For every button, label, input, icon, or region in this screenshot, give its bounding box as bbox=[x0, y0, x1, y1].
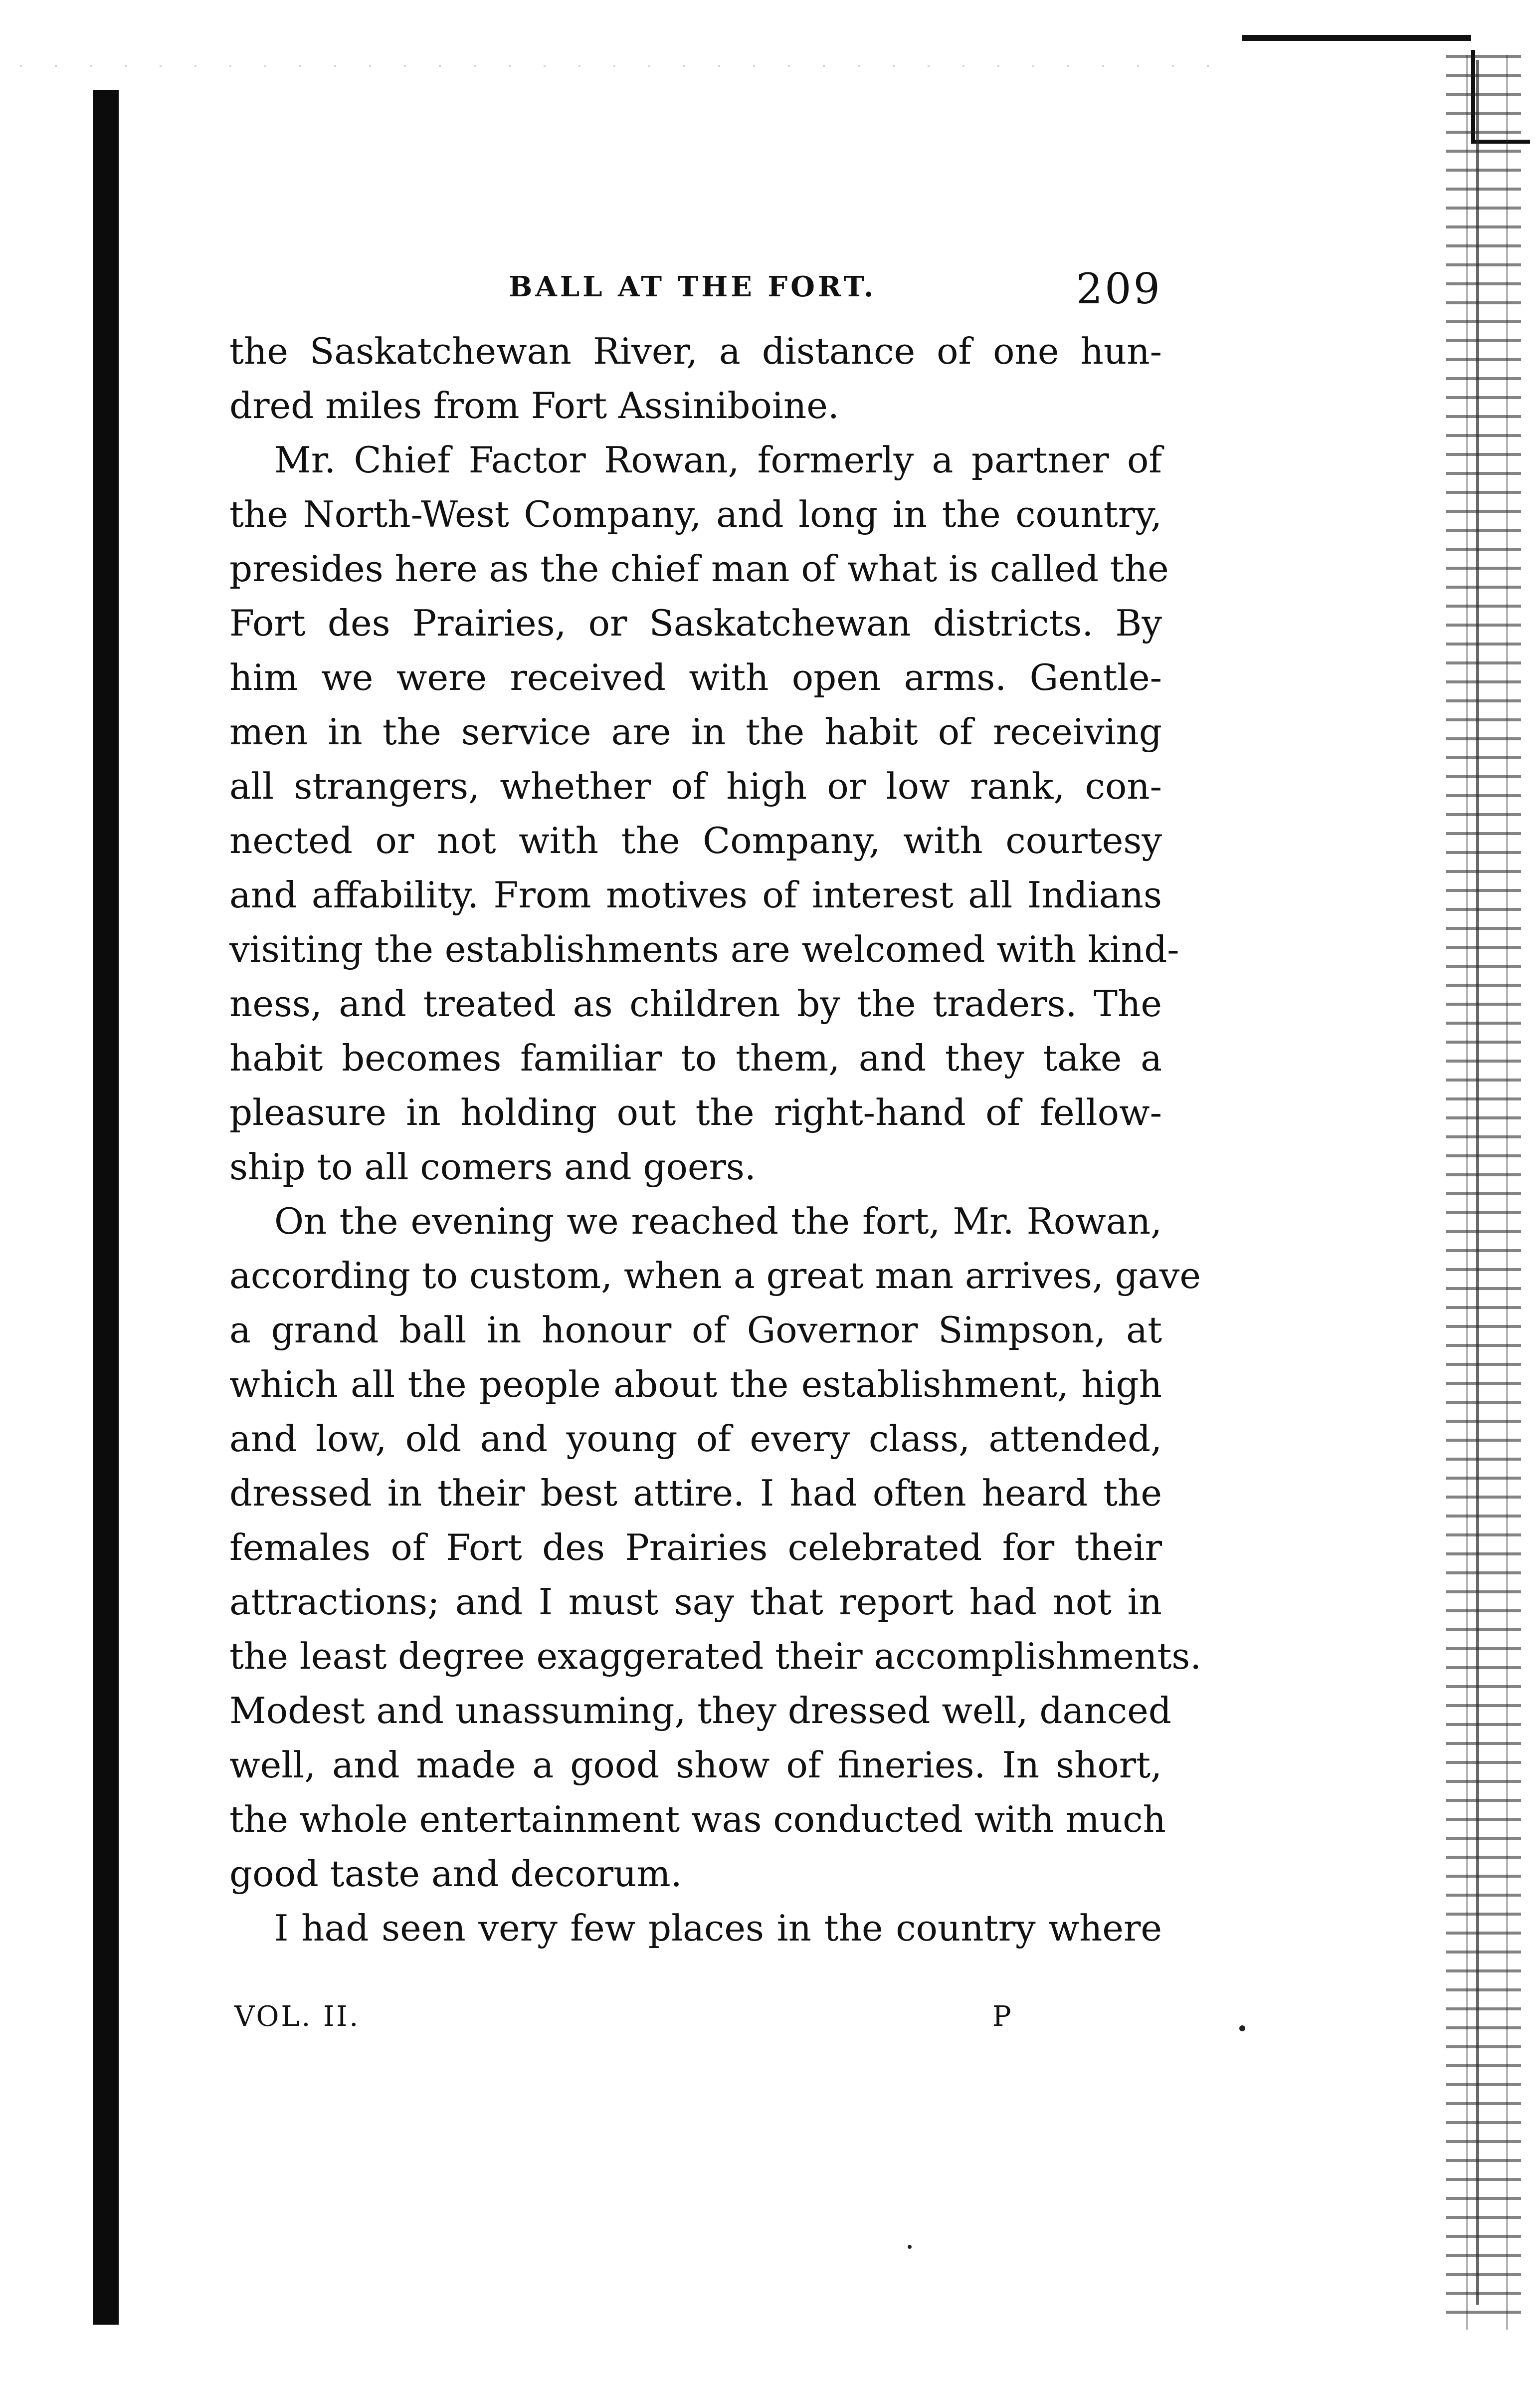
binding-shadow bbox=[93, 90, 119, 2325]
page-number: 209 bbox=[1076, 264, 1162, 313]
text-line: and low, old and young of every class, attended, bbox=[229, 1418, 1162, 1460]
text-line: men in the service are in the habit of receiving bbox=[229, 711, 1162, 753]
text-line: ness, and treated as children by the traders. The bbox=[229, 983, 1162, 1025]
text-line: females of Fort des Prairies celebrated for their bbox=[229, 1526, 1162, 1568]
text-line: dred miles from Fort Assiniboine. bbox=[229, 385, 839, 427]
text-line: Modest and unassuming, they dressed well, danced bbox=[229, 1690, 1171, 1732]
text-line: dressed in their best attire. I had often heard the bbox=[229, 1472, 1162, 1514]
page-edge-line bbox=[1476, 60, 1479, 2305]
signature-mark: P bbox=[992, 2000, 1011, 2033]
text-line: according to custom, when a great man arrives, gave bbox=[229, 1255, 1201, 1297]
text-line: Fort des Prairies, or Saskatchewan districts. By bbox=[229, 602, 1162, 644]
text-line: the whole entertainment was conducted with much bbox=[229, 1798, 1166, 1840]
text-line: pleasure in holding out the right-hand of fellow- bbox=[229, 1091, 1162, 1133]
text-line: which all the people about the establishment, high bbox=[229, 1363, 1162, 1405]
text-line: good taste and decorum. bbox=[229, 1853, 682, 1895]
text-line: ship to all comers and goers. bbox=[229, 1146, 756, 1188]
text-line: I had seen very few places in the country where bbox=[274, 1907, 1162, 1949]
scan-dot bbox=[908, 2245, 912, 2249]
text-line: all strangers, whether of high or low rank, con- bbox=[229, 765, 1162, 807]
text-line: attractions; and I must say that report had not in bbox=[229, 1581, 1162, 1623]
text-line: the North-West Company, and long in the country, bbox=[229, 493, 1162, 535]
text-line: a grand ball in honour of Governor Simpson, at bbox=[229, 1309, 1162, 1351]
text-line: the Saskatchewan River, a distance of one hun- bbox=[229, 330, 1162, 372]
text-line: and affability. From motives of interest all Indians bbox=[229, 874, 1162, 916]
text-line: Mr. Chief Factor Rowan, formerly a partner of bbox=[274, 439, 1162, 481]
page-header bbox=[229, 264, 1162, 313]
text-line: presides here as the chief man of what is called the bbox=[229, 548, 1169, 590]
text-line: nected or not with the Company, with courtesy bbox=[229, 820, 1162, 862]
text-line: habit becomes familiar to them, and they take a bbox=[229, 1037, 1162, 1079]
volume-signature: VOL. II. bbox=[234, 2000, 361, 2033]
text-line: visiting the establishments are welcomed with kind- bbox=[229, 928, 1179, 970]
running-title: BALL AT THE FORT. bbox=[509, 270, 877, 303]
body-text bbox=[229, 324, 1202, 1955]
text-line: well, and made a good show of fineries. In short, bbox=[229, 1744, 1162, 1786]
text-line: the least degree exaggerated their accomplishments. bbox=[229, 1635, 1202, 1677]
scan-edge-mark bbox=[1242, 35, 1471, 41]
scan-speckle bbox=[20, 65, 1217, 67]
page-edge-artifacts bbox=[1446, 55, 1521, 2330]
page-footer bbox=[234, 2000, 1082, 2040]
text-line: him we were received with open arms. Gentle- bbox=[229, 656, 1162, 698]
text-line: On the evening we reached the fort, Mr. Rowan, bbox=[274, 1200, 1162, 1242]
scan-dot bbox=[1239, 2025, 1245, 2031]
